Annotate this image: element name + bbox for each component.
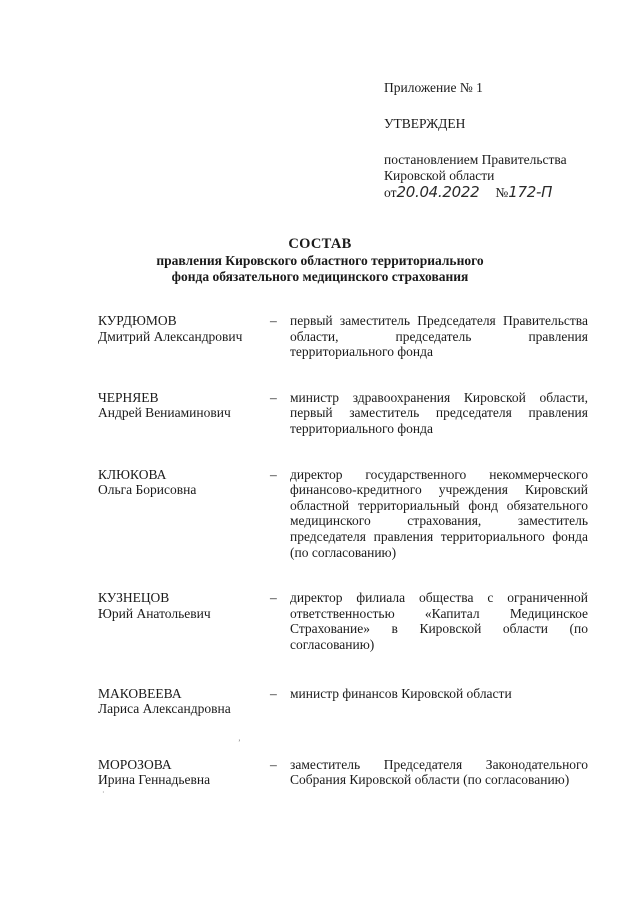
member-role: министр здравоохранения Кировской области, первый заместитель председателя правления территориального фонда (290, 389, 588, 436)
member-surname: ЧЕРНЯЕВ (98, 389, 159, 405)
member-surname: КУЗНЕЦОВ (98, 590, 170, 606)
appendix-number: Приложение № 1 (384, 80, 483, 95)
member-name (98, 313, 270, 360)
member-given-names: Андрей Вениаминович (98, 405, 231, 421)
member-entry (98, 390, 588, 437)
member-name (98, 686, 270, 717)
approved-stamp: УТВЕРЖДЕН (384, 116, 466, 131)
member-surname: КУРДЮМОВ (98, 313, 177, 328)
scan-speck: · (102, 788, 105, 797)
member-role: директор государственного некоммерческого финансово-кредитного учреждения Кировский областной территориальный фонд обязательного медицинского страхования, заместитель председателя правления территориального фонда (по согласованию) (290, 466, 588, 560)
member-name (98, 590, 270, 652)
member-surname: КЛЮКОВА (98, 466, 167, 482)
member-dash: – (270, 466, 277, 482)
number-label: № (495, 185, 509, 200)
handwritten-number: 172-П (508, 183, 553, 201)
member-role: заместитель Председателя Законодательного Собрания Кировской области (по согласованию) (290, 756, 588, 788)
member-entry (98, 590, 588, 652)
member-surname: МАКОВЕЕВА (98, 685, 182, 701)
member-surname: МОРОЗОВА (98, 756, 172, 772)
members-list (98, 313, 588, 823)
member-given-names: Дмитрий Александрович (98, 328, 243, 344)
member-dash: – (270, 313, 277, 328)
heading-title: СОСТАВ (288, 236, 352, 252)
document-heading (120, 235, 520, 285)
scan-speck: ʼ (238, 738, 241, 747)
approved-by-line1: постановлением Правительства (384, 152, 567, 167)
approval-date-line (384, 184, 624, 202)
member-entry (98, 686, 588, 717)
member-dash: – (270, 590, 277, 606)
member-entry (98, 757, 588, 788)
heading-subtitle-line1: правления Кировского областного территориального (156, 253, 484, 268)
member-dash: – (270, 389, 277, 405)
member-name (98, 757, 270, 788)
member-name (98, 390, 270, 437)
approval-block (384, 80, 624, 202)
member-role: первый заместитель Председателя Правительства области, председатель правления территориального фонда (290, 313, 588, 360)
member-name (98, 467, 270, 561)
approved-by-line2: Кировской области (384, 168, 495, 183)
handwritten-date: 20.04.2022 (396, 183, 480, 201)
member-entry (98, 313, 588, 360)
member-role: министр финансов Кировской области (290, 685, 512, 701)
member-entry (98, 467, 588, 561)
member-given-names: Лариса Александровна (98, 701, 231, 717)
member-given-names: Юрий Анатольевич (98, 605, 211, 621)
date-prefix: от (384, 185, 397, 200)
member-role: директор филиала общества с ограниченной ответственностью «Капитал Медицинское Страхование» в Кировской области (по согласованию) (290, 590, 588, 652)
heading-subtitle-line2: фонда обязательного медицинского страхования (171, 269, 469, 284)
member-dash: – (270, 756, 277, 772)
member-given-names: Ирина Геннадьевна (98, 772, 211, 788)
member-dash: – (270, 685, 277, 701)
member-given-names: Ольга Борисовна (98, 482, 197, 498)
